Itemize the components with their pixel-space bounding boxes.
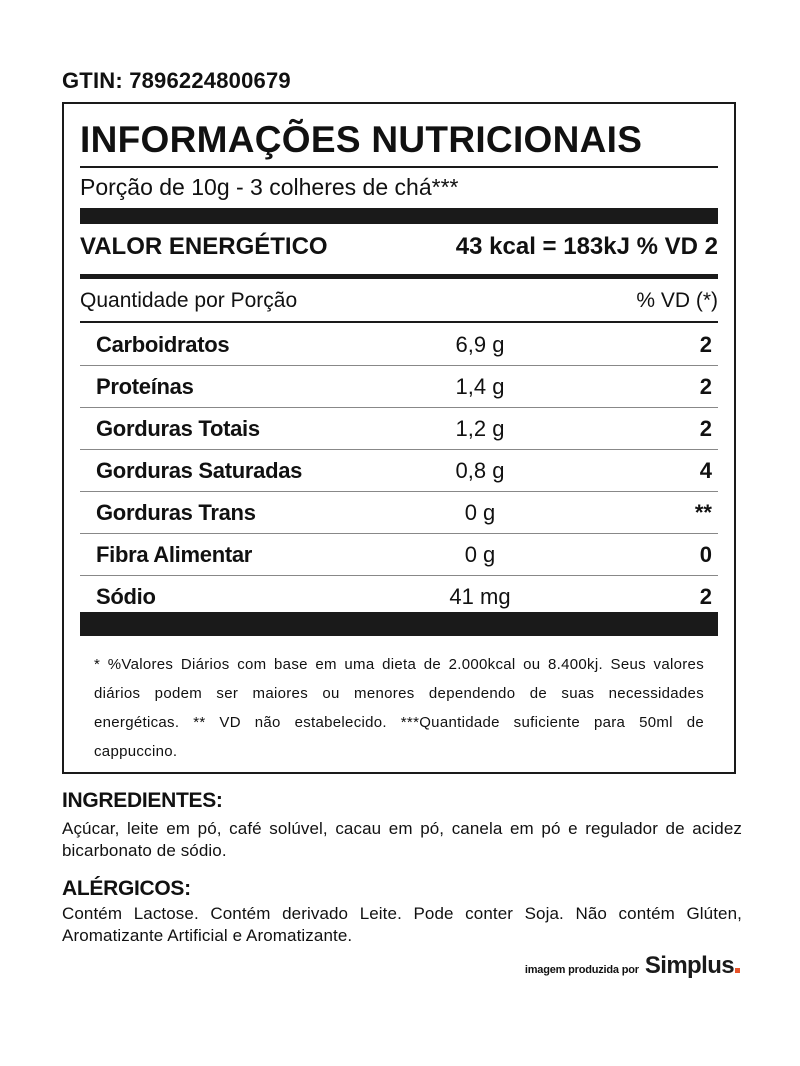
daily-value-header: % VD (*) — [636, 289, 718, 312]
nutrient-daily-value: 0 — [699, 542, 712, 567]
nutrient-amount: 1,2 g — [455, 416, 505, 441]
nutrient-row-fibra-alimentar — [80, 534, 718, 576]
gtin-code: GTIN: 7896224800679 — [62, 68, 291, 93]
nutrient-daily-value: 2 — [699, 332, 712, 357]
quantity-per-serving-label: Quantidade por Porção — [80, 289, 298, 312]
energy-label: VALOR ENERGÉTICO — [80, 233, 328, 260]
nutrient-row-proteinas — [80, 366, 718, 408]
nutrient-amount: 0 g — [464, 500, 496, 525]
credit-text: imagem produzida por — [524, 964, 639, 976]
nutrient-amount: 0 g — [464, 542, 496, 567]
serving-size: Porção de 10g - 3 colheres de chá*** — [80, 174, 459, 200]
nutrient-row-gorduras-totais — [80, 408, 718, 450]
ingredients-heading: INGREDIENTES: — [62, 789, 223, 812]
nutrient-row-gorduras-trans — [80, 492, 718, 534]
daily-values-footnote: * %Valores Diários com base em uma dieta de 2.000kcal ou 8.400kj. Seus valores diários podem ser maiores ou menores dependendo de suas necessidades energéticas. ** VD não estabelecido. ***Quantidade suficiente para 50ml de cappuccino. — [94, 656, 704, 760]
nutrient-amount: 0,8 g — [455, 458, 505, 483]
nutrient-daily-value: 2 — [699, 416, 712, 441]
nutrient-row-carboidratos — [80, 324, 718, 366]
thick-bar-bottom — [80, 612, 718, 636]
ingredients-text: Açúcar, leite em pó, café solúvel, cacau em pó, canela em pó e regulador de acidez bicarbonato de sódio. — [62, 819, 742, 860]
divider-energy — [80, 274, 718, 279]
nutrient-name: Gorduras Trans — [96, 500, 256, 525]
divider-title — [80, 166, 718, 168]
nutrient-name: Gorduras Saturadas — [96, 458, 303, 483]
thick-bar-top — [80, 208, 718, 224]
nutrient-amount: 6,9 g — [455, 332, 505, 357]
allergens-text: Contém Lactose. Contém derivado Leite. Pode conter Soja. Não contém Glúten, Aromatizante Artificial e Aromatizante. — [62, 904, 742, 945]
nutrient-amount: 1,4 g — [455, 374, 505, 399]
nutrient-amount: 41 mg — [449, 584, 511, 609]
nutrient-daily-value: 2 — [699, 374, 712, 399]
nutrition-title: INFORMAÇÕES NUTRICIONAIS — [80, 119, 643, 160]
nutrient-name: Fibra Alimentar — [96, 542, 253, 567]
divider-header — [80, 321, 718, 323]
nutrient-daily-value: 4 — [699, 458, 712, 483]
allergens-heading: ALÉRGICOS: — [62, 877, 191, 900]
nutrient-daily-value: ** — [694, 500, 712, 525]
simplus-logo: Simplus — [644, 952, 734, 979]
nutrient-daily-value: 2 — [699, 584, 712, 609]
energy-value: 43 kcal = 183kJ % VD 2 — [455, 233, 718, 260]
nutrient-name: Carboidratos — [96, 332, 230, 357]
nutrient-name: Gorduras Totais — [96, 416, 260, 441]
nutrient-row-gorduras-saturadas — [80, 450, 718, 492]
nutrition-facts-panel — [62, 102, 736, 774]
image-credit — [525, 952, 740, 980]
nutrient-name: Sódio — [96, 584, 156, 609]
nutrient-name: Proteínas — [96, 374, 194, 399]
logo-dot-icon — [735, 968, 740, 973]
